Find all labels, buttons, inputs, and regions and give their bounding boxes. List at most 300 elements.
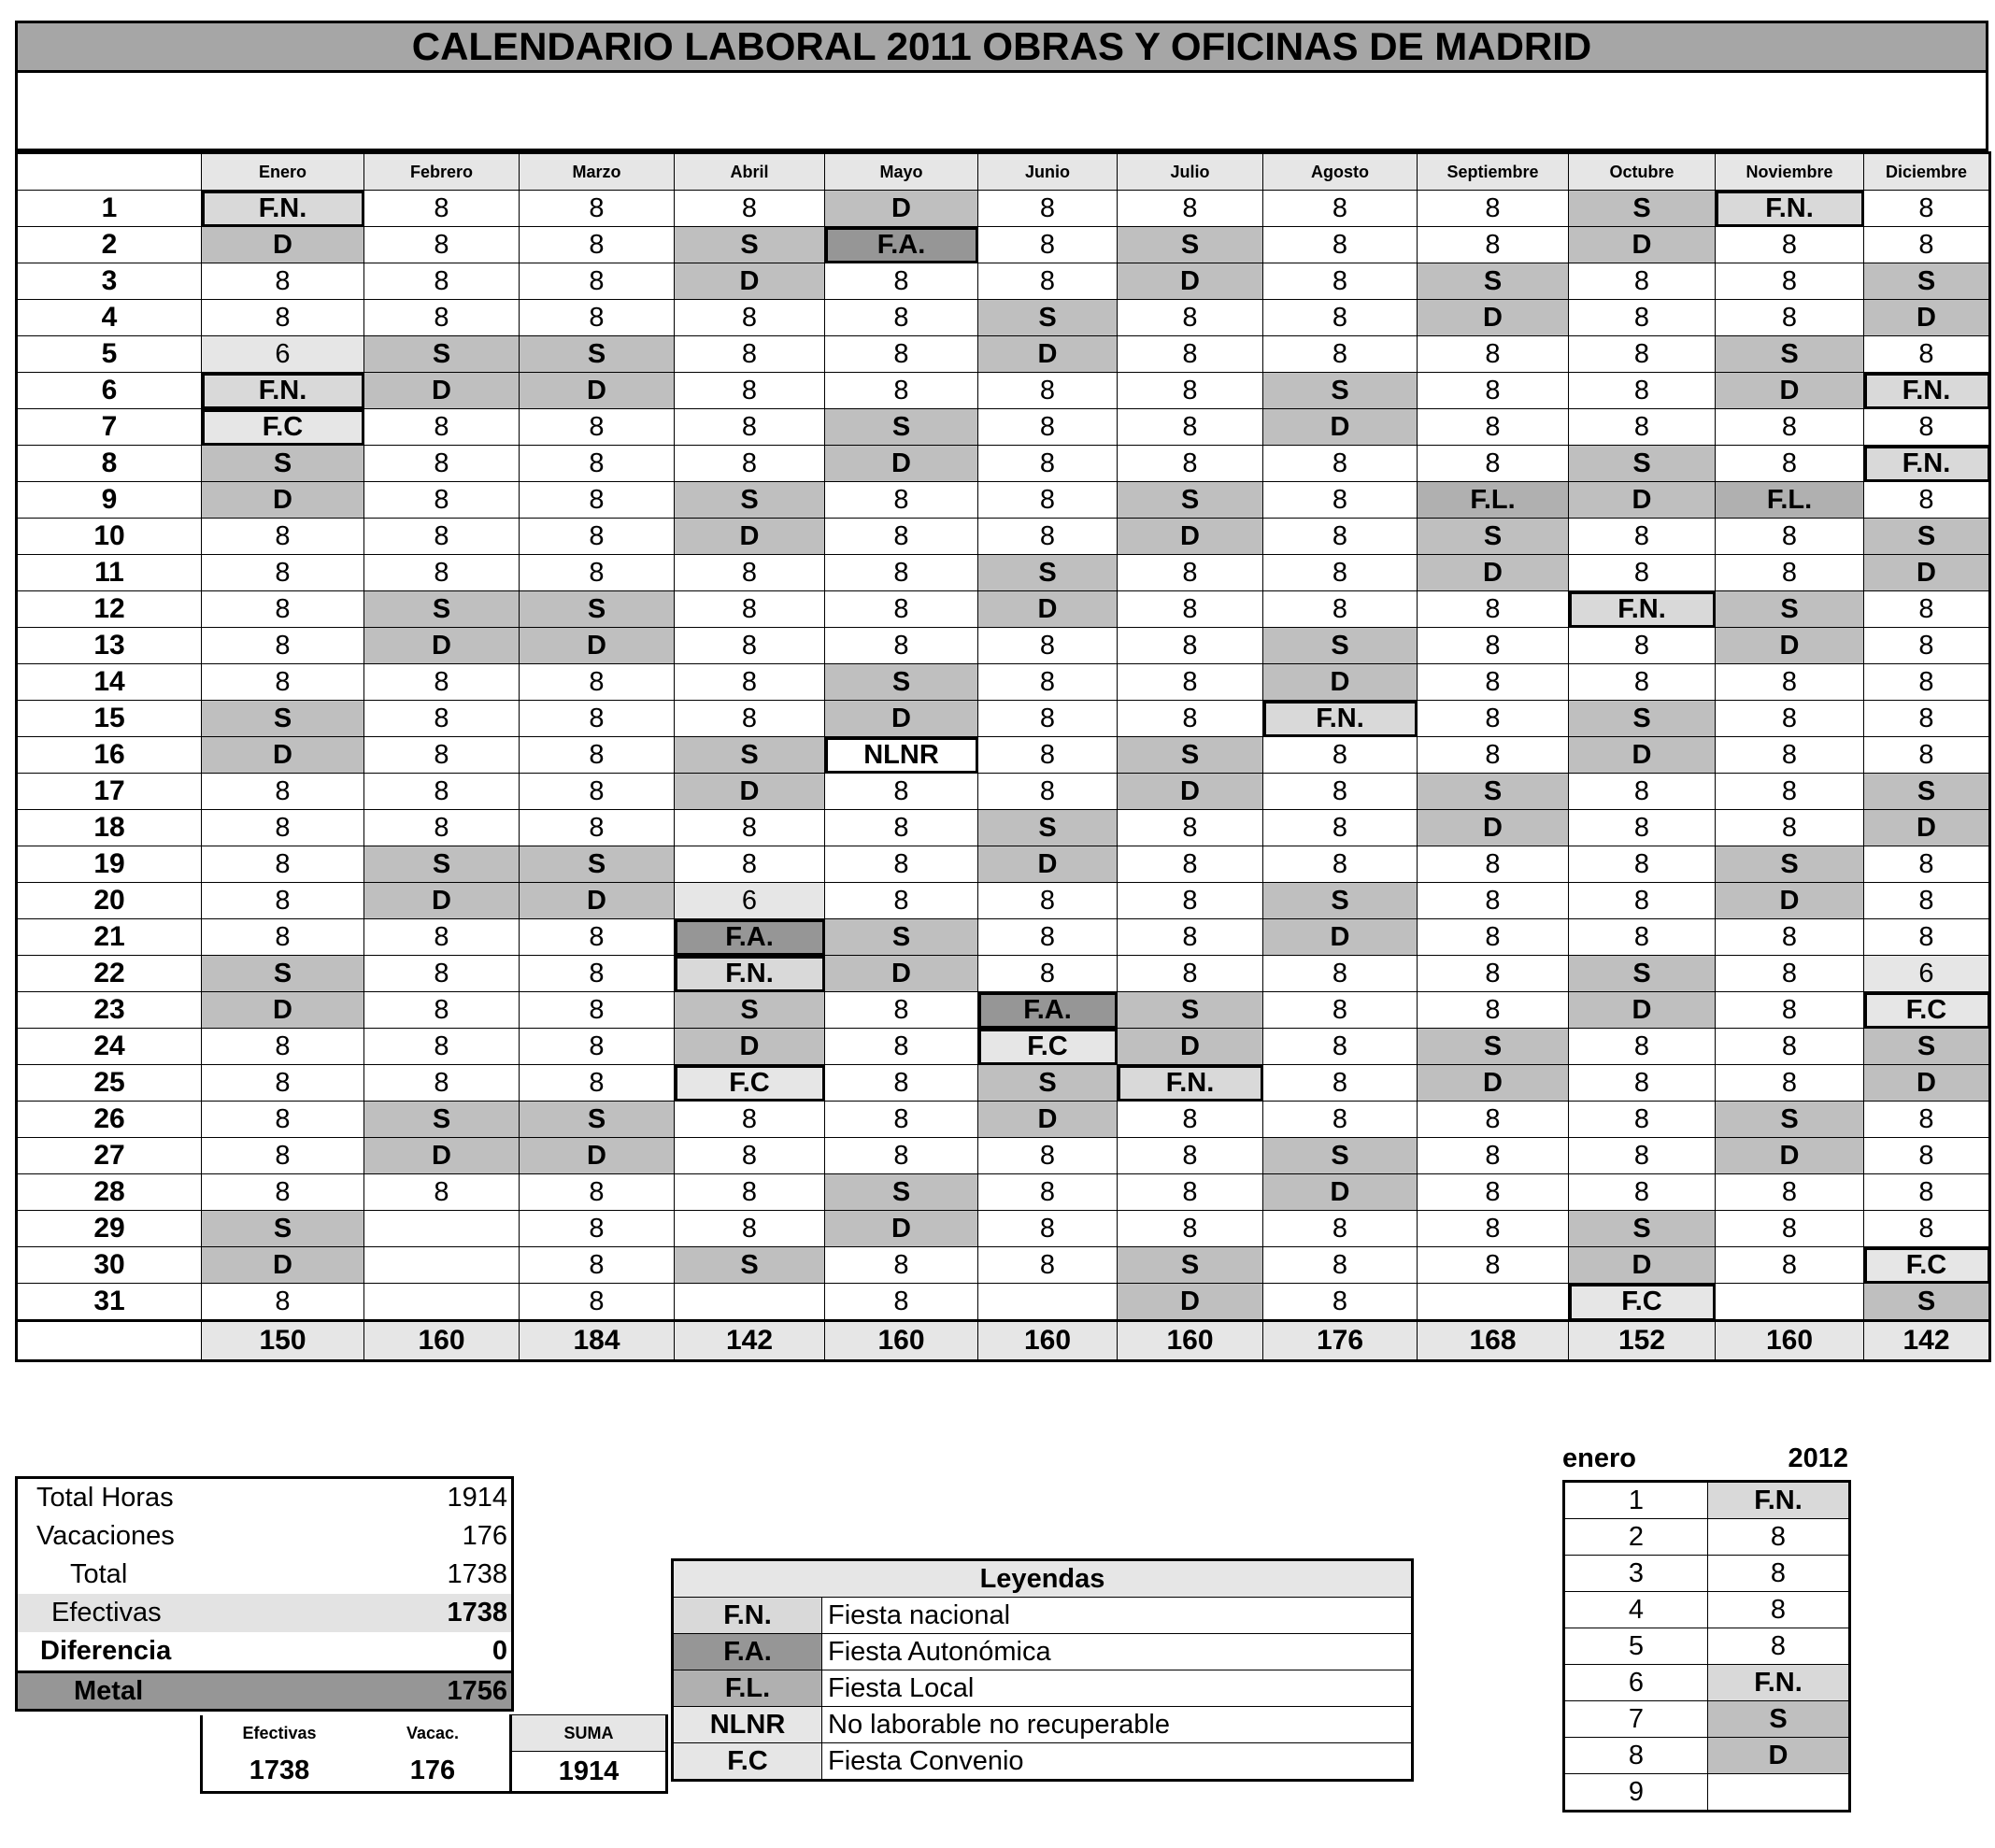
day-cell: 8 [520,1065,675,1102]
day-cell: D [1716,373,1864,409]
day-cell: S [364,591,520,628]
day-row [17,628,1990,664]
day-cell: 8 [520,992,675,1029]
day-cell: 8 [675,1211,825,1247]
day-cell: F.L. [1716,482,1864,519]
vacac-value: 176 [409,1756,456,1786]
day-cell: D [675,519,825,555]
day-cell: D [1263,919,1418,956]
next-year-value: F.N. [1708,1482,1850,1519]
day-cell: 8 [1716,956,1864,992]
day-cell: 8 [675,336,825,373]
day-cell: 8 [825,263,978,300]
day-cell: 8 [1263,1211,1418,1247]
day-cell: D [1569,227,1716,263]
month-total: 150 [202,1321,364,1361]
day-cell: 8 [1418,1138,1569,1174]
day-row [17,227,1990,263]
next-year-day: 9 [1564,1774,1708,1812]
day-cell: 8 [1118,409,1263,446]
day-cell: D [364,1138,520,1174]
day-cell: 8 [520,409,675,446]
day-cell: D [1569,482,1716,519]
day-cell: 8 [1569,263,1716,300]
summary-efectivas [18,1594,511,1632]
day-cell: 8 [1118,883,1263,919]
day-row [17,1284,1990,1321]
day-cell: S [825,1174,978,1211]
summary-value: 0 [492,1636,507,1666]
day-cell: 8 [1716,1211,1864,1247]
day-cell: 8 [1418,701,1569,737]
day-cell: 8 [1864,1102,1990,1138]
day-cell: 8 [520,810,675,846]
day-cell: D [1118,774,1263,810]
month-total: 160 [1716,1321,1864,1361]
day-cell: S [1569,1211,1716,1247]
day-cell: S [675,737,825,774]
next-year-value: F.N. [1708,1665,1850,1701]
summary-label: Metal [74,1675,144,1706]
day-cell: D [825,701,978,737]
day-number: 15 [17,701,202,737]
day-number: 3 [17,263,202,300]
day-cell: 8 [364,409,520,446]
day-cell: 8 [364,191,520,227]
day-number: 1 [17,191,202,227]
day-cell: 8 [364,263,520,300]
day-number: 24 [17,1029,202,1065]
day-cell: D [1418,555,1569,591]
day-cell: S [1418,774,1569,810]
month-total: 184 [520,1321,675,1361]
day-cell: 8 [675,664,825,701]
day-cell: 8 [1263,191,1418,227]
month-total: 152 [1569,1321,1716,1361]
day-row [17,591,1990,628]
calendar-title: CALENDARIO LABORAL 2011 OBRAS Y OFICINAS DE MADRID [15,21,1988,73]
day-cell: S [978,810,1118,846]
day-cell: D [1263,1174,1418,1211]
day-cell: D [978,846,1118,883]
day-cell: D [1418,810,1569,846]
day-number: 9 [17,482,202,519]
day-cell: 8 [1263,1065,1418,1102]
day-cell: 8 [1569,846,1716,883]
day-cell: 8 [978,1211,1118,1247]
day-cell: 8 [675,1138,825,1174]
day-cell: F.N. [202,373,364,409]
summary-label: Vacaciones [36,1521,175,1551]
summary-vacaciones [18,1517,511,1556]
day-cell: 8 [520,1284,675,1321]
day-cell: F.C [1864,1247,1990,1284]
day-cell: F.N. [1716,191,1864,227]
day-cell: 8 [1418,227,1569,263]
next-year-day: 7 [1564,1701,1708,1738]
day-cell: 8 [1569,373,1716,409]
day-row [17,555,1990,591]
next-year-row [1564,1774,1850,1812]
legend-item [673,1634,1413,1670]
summary-value: 1756 [447,1675,507,1706]
day-cell: 8 [520,956,675,992]
day-cell: S [520,846,675,883]
next-year-day: 5 [1564,1628,1708,1665]
legend-code: F.C [673,1743,822,1781]
day-cell: D [1864,300,1990,336]
day-cell: 8 [825,519,978,555]
day-cell: F.C [1569,1284,1716,1321]
day-cell: S [1118,227,1263,263]
day-cell: F.A. [675,919,825,956]
day-row [17,482,1990,519]
day-cell: 8 [202,555,364,591]
day-cell: S [202,956,364,992]
day-cell: 8 [825,992,978,1029]
header-corner [17,153,202,191]
day-cell: 8 [364,664,520,701]
month-total: 142 [675,1321,825,1361]
month-header: Abril [675,153,825,191]
day-cell: 8 [520,263,675,300]
day-cell: D [1864,1065,1990,1102]
month-total: 176 [1263,1321,1418,1361]
day-cell: S [1864,1029,1990,1065]
day-cell: S [675,1247,825,1284]
day-cell: 8 [202,591,364,628]
summary-value: 176 [462,1521,507,1551]
day-row [17,774,1990,810]
day-cell: 8 [1716,446,1864,482]
day-cell: 8 [202,846,364,883]
day-number: 14 [17,664,202,701]
day-cell: S [364,846,520,883]
day-cell: 8 [364,701,520,737]
day-cell: F.N. [675,956,825,992]
day-cell: 8 [520,1247,675,1284]
day-cell: S [1864,1284,1990,1321]
day-cell: 8 [520,1029,675,1065]
legend-code: F.A. [673,1634,822,1670]
summary-metal [18,1670,511,1709]
day-cell: 8 [202,1174,364,1211]
day-cell: 8 [1118,555,1263,591]
day-cell: F.C [1864,992,1990,1029]
day-cell: 8 [1118,1138,1263,1174]
day-cell: 8 [1716,737,1864,774]
day-cell: 8 [1569,1065,1716,1102]
day-number: 12 [17,591,202,628]
next-year-row [1564,1556,1850,1592]
day-row [17,263,1990,300]
summary-label: Diferencia [40,1636,172,1666]
day-cell: D [675,774,825,810]
month-total: 142 [1864,1321,1990,1361]
day-number: 10 [17,519,202,555]
day-number: 5 [17,336,202,373]
day-cell: 8 [1118,701,1263,737]
next-year-day: 1 [1564,1482,1708,1519]
day-cell: 8 [520,227,675,263]
day-cell: 8 [1716,519,1864,555]
day-cell: 8 [1864,628,1990,664]
summary-diferencia [18,1632,511,1670]
day-cell: 8 [1569,883,1716,919]
day-cell: 8 [978,1138,1118,1174]
month-header: Diciembre [1864,153,1990,191]
next-year-table [1562,1480,1851,1812]
next-year-month: enero [1562,1443,1636,1473]
next-year-day: 3 [1564,1556,1708,1592]
day-cell: 8 [520,701,675,737]
next-year-header [1562,1443,1848,1477]
day-row [17,919,1990,956]
day-cell: 8 [1118,336,1263,373]
day-cell: 8 [1716,1174,1864,1211]
month-header: Noviembre [1716,153,1864,191]
day-cell: 8 [978,227,1118,263]
day-cell: D [1418,1065,1569,1102]
legend-description: Fiesta Autonómica [822,1634,1413,1670]
day-cell: 8 [1263,519,1418,555]
blank-header-area [15,73,1988,151]
day-cell: 8 [1864,336,1990,373]
day-cell: 8 [825,1284,978,1321]
day-cell: 8 [825,1102,978,1138]
day-cell: 8 [1716,810,1864,846]
day-cell: D [364,883,520,919]
day-cell: 8 [1118,300,1263,336]
day-cell [364,1211,520,1247]
day-row [17,336,1990,373]
day-cell: 8 [364,774,520,810]
day-number: 31 [17,1284,202,1321]
day-cell: 8 [1118,1211,1263,1247]
day-cell: F.C [978,1029,1118,1065]
day-cell: 8 [675,191,825,227]
day-row [17,446,1990,482]
day-cell: 8 [825,810,978,846]
day-cell: D [978,1102,1118,1138]
day-cell: 8 [1716,701,1864,737]
day-cell: S [1864,774,1990,810]
day-cell: S [1569,191,1716,227]
vacac-header: Vacac. [406,1723,460,1742]
efectivas-value: 1738 [249,1756,310,1786]
day-cell: 8 [364,446,520,482]
day-cell: S [675,227,825,263]
day-cell: 8 [1716,774,1864,810]
day-cell: 8 [202,1284,364,1321]
month-total: 160 [1118,1321,1263,1361]
day-cell: 8 [675,409,825,446]
day-cell: 8 [1118,1102,1263,1138]
next-year-day: 8 [1564,1738,1708,1774]
day-row [17,664,1990,701]
day-row [17,409,1990,446]
day-cell: 8 [202,519,364,555]
month-header: Marzo [520,153,675,191]
day-cell: 8 [1263,227,1418,263]
suma-header: SUMA [511,1715,667,1752]
day-cell: S [1418,1029,1569,1065]
day-row [17,883,1990,919]
day-cell: 8 [675,373,825,409]
summary-total-horas [18,1479,511,1517]
day-cell: D [1118,263,1263,300]
day-cell: F.A. [978,992,1118,1029]
day-cell: 8 [1864,1174,1990,1211]
day-cell: D [520,628,675,664]
day-cell: S [1263,628,1418,664]
day-cell: D [675,1029,825,1065]
day-cell: 8 [1716,1247,1864,1284]
day-cell: D [202,992,364,1029]
efectivas-vacaciones-table [200,1714,668,1794]
day-cell: 8 [825,336,978,373]
day-cell: 8 [1569,628,1716,664]
day-cell: 8 [202,774,364,810]
day-cell: S [1864,519,1990,555]
next-year-value [1708,1774,1850,1812]
next-year-value: 8 [1708,1628,1850,1665]
day-cell: D [675,263,825,300]
day-cell: 8 [978,774,1118,810]
day-cell: 8 [675,446,825,482]
day-cell: 8 [1418,1211,1569,1247]
day-cell: S [364,1102,520,1138]
day-row [17,701,1990,737]
day-cell: 8 [825,1029,978,1065]
day-cell: 8 [364,519,520,555]
day-number: 30 [17,1247,202,1284]
legend-description: No laborable no recuperable [822,1707,1413,1743]
day-cell: S [364,336,520,373]
month-total: 160 [825,1321,978,1361]
day-cell: 8 [1716,1029,1864,1065]
day-row [17,1102,1990,1138]
summary-total [18,1556,511,1594]
calendar-table [15,151,1991,1362]
next-year-value: 8 [1708,1519,1850,1556]
day-cell: 8 [1418,956,1569,992]
day-cell: 8 [978,919,1118,956]
day-cell: S [1118,1247,1263,1284]
day-cell: 8 [1418,883,1569,919]
day-cell: 8 [825,1065,978,1102]
day-cell: S [978,300,1118,336]
day-cell: 8 [1864,737,1990,774]
month-total: 160 [978,1321,1118,1361]
day-cell: 8 [1418,846,1569,883]
day-cell: D [825,1211,978,1247]
day-cell: S [1569,956,1716,992]
day-cell: 8 [202,883,364,919]
day-cell: 8 [825,555,978,591]
efectivas-header: Efectivas [242,1723,317,1742]
day-cell: 8 [1263,1102,1418,1138]
day-cell: 8 [364,737,520,774]
suma-value: 1914 [511,1752,667,1793]
day-cell: 8 [675,628,825,664]
day-cell: 8 [1864,227,1990,263]
day-cell: 8 [1118,956,1263,992]
day-cell: 8 [1418,446,1569,482]
day-cell: 8 [202,263,364,300]
day-row [17,373,1990,409]
day-cell: S [1418,263,1569,300]
day-cell: S [202,446,364,482]
day-cell: 8 [202,300,364,336]
summary-value: 1914 [447,1483,507,1513]
day-cell: S [520,1102,675,1138]
day-cell: 8 [364,992,520,1029]
day-cell: 8 [675,1102,825,1138]
day-row [17,810,1990,846]
day-cell: 8 [1864,701,1990,737]
day-cell: 8 [202,1029,364,1065]
day-cell: 8 [1569,664,1716,701]
day-cell: 8 [1418,591,1569,628]
day-cell: S [825,664,978,701]
day-cell: 8 [1569,919,1716,956]
day-cell: 8 [1263,774,1418,810]
day-cell: S [1118,482,1263,519]
legend-code: F.L. [673,1670,822,1707]
legend-code: F.N. [673,1598,822,1634]
day-number: 17 [17,774,202,810]
day-cell: 8 [825,846,978,883]
day-cell: 8 [978,628,1118,664]
day-cell: 8 [1569,774,1716,810]
day-number: 29 [17,1211,202,1247]
day-number: 23 [17,992,202,1029]
day-cell: NLNR [825,737,978,774]
day-number: 19 [17,846,202,883]
day-cell: 8 [978,263,1118,300]
day-cell: 8 [978,1174,1118,1211]
day-cell: 8 [1864,482,1990,519]
day-cell: D [1864,555,1990,591]
day-row [17,992,1990,1029]
day-number: 16 [17,737,202,774]
day-cell: D [1569,737,1716,774]
day-cell: 8 [825,883,978,919]
day-cell: 8 [1569,1029,1716,1065]
day-cell: 8 [675,846,825,883]
legend-title: Leyendas [673,1560,1413,1598]
day-cell: 8 [978,373,1118,409]
day-cell: S [825,409,978,446]
day-cell: 8 [1418,919,1569,956]
day-cell: 8 [1118,664,1263,701]
day-row [17,1174,1990,1211]
day-cell: 8 [978,409,1118,446]
day-cell: 8 [202,1065,364,1102]
day-cell: 8 [1864,191,1990,227]
day-cell: F.N. [1263,701,1418,737]
day-cell: 8 [675,1174,825,1211]
day-cell: 8 [1118,591,1263,628]
day-cell: 8 [1263,846,1418,883]
day-cell: 8 [1418,1174,1569,1211]
day-cell: 8 [202,1138,364,1174]
day-number: 21 [17,919,202,956]
day-cell: 8 [1263,555,1418,591]
day-cell: S [1263,373,1418,409]
day-cell: 8 [520,300,675,336]
